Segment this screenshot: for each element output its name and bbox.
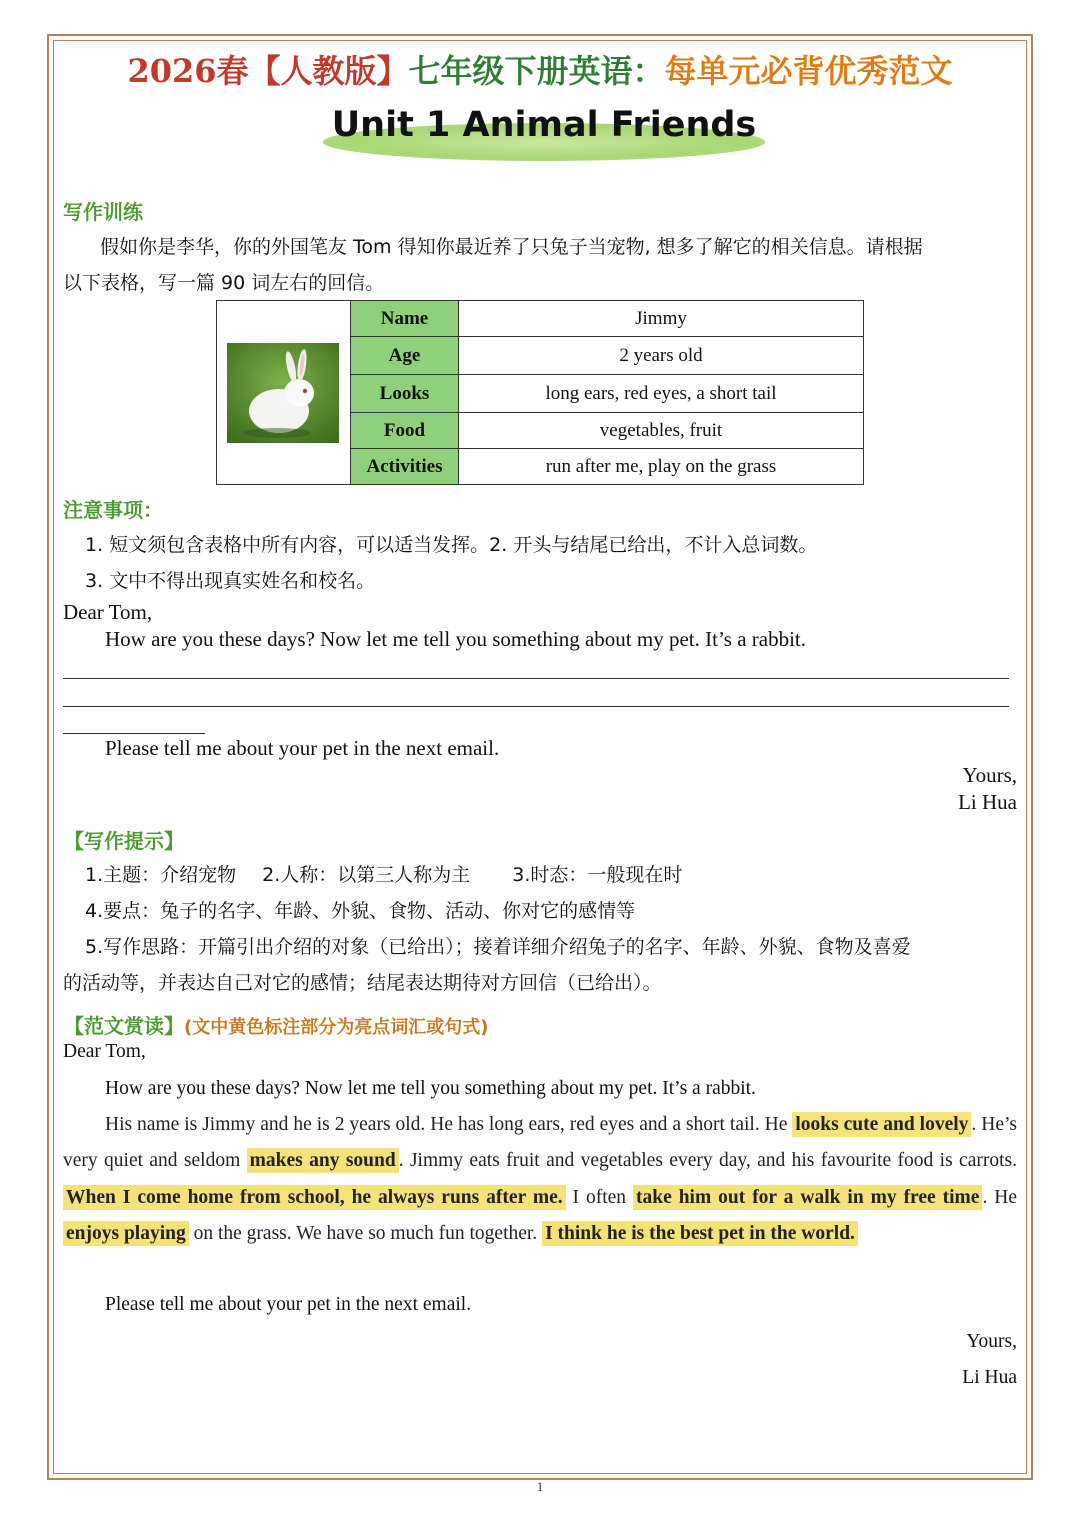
sample-heading-label: 【范文赏读】: [64, 1014, 184, 1038]
tips-line1: [85, 862, 682, 888]
sample-body: [63, 1107, 1017, 1253]
tips-tense: 3.时态：一般现在时: [512, 864, 683, 886]
table-value: run after me, play on the grass: [545, 455, 777, 477]
sample-name: Li Hua: [962, 1367, 1017, 1388]
title-part3: 每单元必背优秀范文: [664, 52, 953, 90]
tips-line2: 4.要点：兔子的名字、年龄、外貌、食物、活动、你对它的感情等: [85, 900, 636, 922]
unit-banner: [323, 105, 765, 165]
table-row: [351, 301, 863, 337]
sample-opening: How are you these days? Now let me tell you something about my pet. It’s a rabbit.: [105, 1078, 756, 1099]
table-row: [351, 337, 863, 375]
table-value: vegetables, fruit: [599, 419, 723, 441]
notes-line1: 1. 短文须包含表格中所有内容，可以适当发挥。2. 开头与结尾已给出，不计入总词数。: [85, 534, 818, 556]
sample-closing: Please tell me about your pet in the next email.: [105, 1294, 472, 1315]
answer-line: [63, 706, 1009, 707]
table-label: Food: [351, 413, 459, 448]
tips-line3: 5.写作思路：开篇引出介绍的对象（已给出）；接着详细介绍兔子的名字、年龄、外貌、食物及喜爱: [85, 936, 911, 958]
writing-heading: 写作训练: [63, 200, 143, 224]
body-text: on the grass. We have so much fun together.: [188, 1223, 543, 1245]
table-label: Name: [351, 301, 459, 336]
info-table: [216, 300, 864, 485]
body-text: I often: [565, 1186, 634, 1208]
highlight-phrase: makes any sound: [247, 1148, 399, 1173]
tips-heading: 【写作提示】: [64, 829, 184, 853]
tips-topic: 1.主题：介绍宠物: [85, 864, 237, 886]
title-part2: 七年级下册英语：: [408, 52, 665, 90]
table-label: Activities: [351, 449, 459, 484]
sample-greeting: Dear Tom,: [63, 1041, 146, 1062]
letter-closing: Please tell me about your pet in the next email.: [105, 736, 500, 760]
sample-heading-note: (文中黄色标注部分为亮点词汇或句式): [184, 1017, 489, 1038]
tips-line4: 的活动等，并表达自己对它的感情；结尾表达期待对方回信（已给出）。: [63, 972, 662, 994]
letter-name: Li Hua: [958, 790, 1017, 814]
photo-cell: [217, 301, 351, 484]
letter-signoff: Yours,: [962, 763, 1017, 787]
letter-opening: How are you these days? Now let me tell you something about my pet. It’s a rabbit.: [105, 627, 807, 651]
highlight-phrase: take him out for a walk in my free time: [633, 1185, 982, 1210]
notes-heading: 注意事项：: [63, 498, 163, 522]
body-text: . He’s very quiet and seldom: [63, 1114, 1017, 1172]
highlight-phrase: enjoys playing: [63, 1221, 189, 1246]
highlight-phrase: I think he is the best pet in the world.: [542, 1221, 858, 1246]
title-part1: 2026春【人教版】: [127, 52, 409, 90]
page-number: 1: [536, 1479, 544, 1494]
table-value: 2 years old: [619, 344, 703, 366]
notes-line2: 3. 文中不得出现真实姓名和校名。: [85, 570, 376, 592]
page-title: [0, 46, 1080, 92]
answer-line: [63, 678, 1009, 679]
table-label: Looks: [351, 375, 459, 412]
writing-prompt-line2: 以下表格，写一篇 90 词左右的回信。: [63, 272, 385, 294]
sample-signoff: Yours,: [966, 1331, 1017, 1352]
body-text: His name is Jimmy and he is 2 years old. He has long ears, red eyes and a short tail. He: [105, 1114, 793, 1135]
sample-heading: [64, 1010, 488, 1039]
tips-person: 2.人称：以第三人称为主: [262, 864, 471, 886]
unit-title: Unit 1 Animal Friends: [331, 105, 757, 145]
highlight-phrase: looks cute and lovely: [792, 1112, 971, 1137]
table-value: long ears, red eyes, a short tail: [545, 382, 777, 404]
table-value: Jimmy: [635, 307, 687, 329]
table-label: Age: [351, 337, 459, 374]
highlight-phrase: When I come home from school, he always runs after me.: [63, 1185, 566, 1210]
table-row: [351, 413, 863, 449]
table-row: [351, 449, 863, 484]
rabbit-photo: [227, 343, 339, 443]
body-text: . He: [982, 1186, 1017, 1208]
writing-prompt-line1: 假如你是李华，你的外国笔友 Tom 得知你最近养了只兔子当宠物, 想多了解它的相关信息。请根据: [100, 236, 923, 258]
letter-greeting: Dear Tom,: [63, 600, 153, 624]
answer-line: [63, 733, 205, 734]
body-text: . Jimmy eats fruit and vegetables every day, and his favourite food is carrots.: [398, 1150, 1017, 1172]
table-row: [351, 375, 863, 413]
